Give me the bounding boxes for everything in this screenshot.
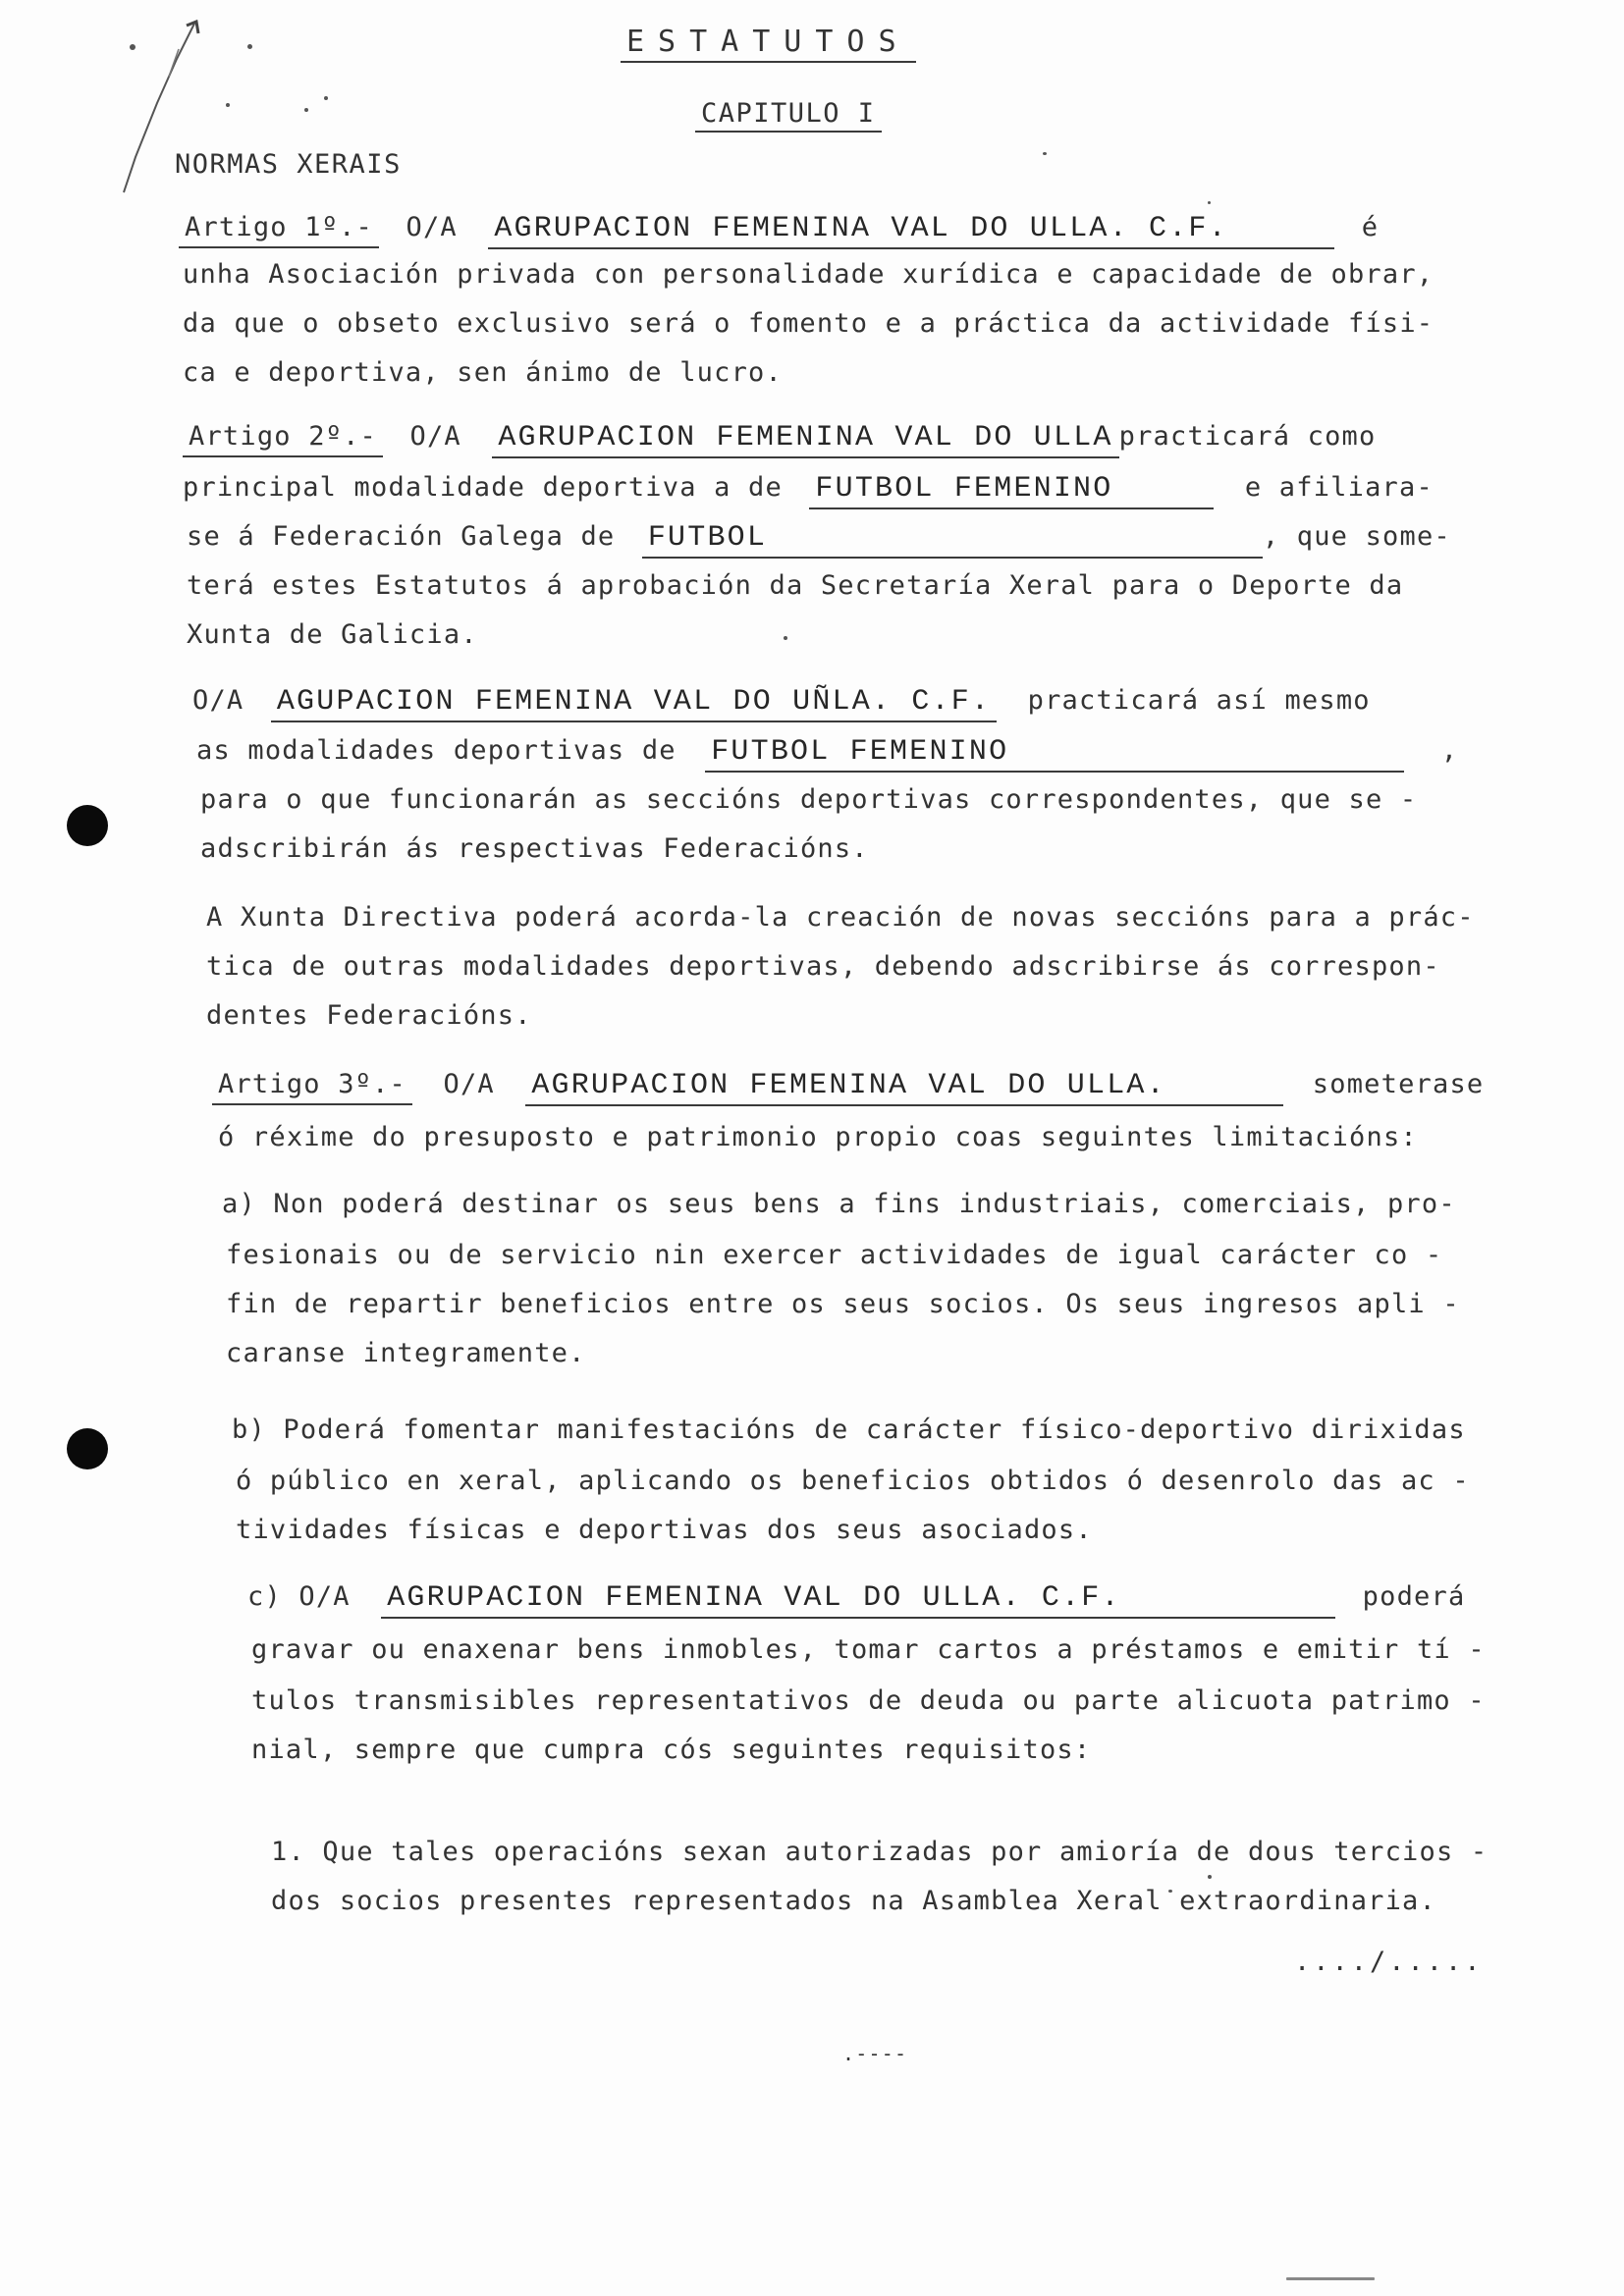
article1-line: unha Asociación privada con personalidade xurídica e capacidade de obrar, [183, 259, 1435, 290]
chapter-heading: CAPITULO I [695, 98, 882, 133]
scan-speck [1286, 2277, 1375, 2280]
article3-item-a-line: caranse integramente. [226, 1338, 586, 1368]
article3-label: Artigo 3º.- [212, 1068, 412, 1105]
article3-item-a-line: fesionais ou de servicio nin exercer actividades de igual carácter co - [226, 1240, 1443, 1270]
article2-label: Artigo 2º.- [183, 420, 383, 457]
scan-speck [1043, 152, 1047, 155]
article3-prefix: O/A [443, 1069, 495, 1099]
article2-line: terá estes Estatutos á aprobación da Secretaría Xeral para o Deporte da [187, 570, 1404, 601]
scan-speck [784, 636, 787, 640]
article2-federation: FUTBOL [642, 521, 1263, 559]
article2-modality: FUTBOL FEMENINO [809, 472, 1214, 509]
article2-para2-entity: AGUPACION FEMENINA VAL DO UÑLA. C.F. [271, 685, 997, 722]
article2-para2-line: adscribirán ás respectivas Federacións. [200, 833, 869, 864]
binder-hole-top [67, 805, 108, 846]
scan-speck [247, 44, 252, 49]
article3-item-1-line: dos socios presentes representados na Asamblea Xeral extraordinaria. [271, 1886, 1436, 1916]
article3-entity: AGRUPACION FEMENINA VAL DO ULLA. [525, 1069, 1283, 1106]
article3-item-c-heading: c) O/A AGRUPACION FEMENINA VAL DO ULLA. C.F. poderá [247, 1580, 1465, 1619]
article2-line: Xunta de Galicia. [187, 619, 478, 650]
article3-heading-line: Artigo 3º.- O/A AGRUPACION FEMENINA VAL DO ULLA. someterase [212, 1068, 1484, 1106]
article1-entity: AGRUPACION FEMENINA VAL DO ULLA. C.F. [488, 212, 1334, 249]
article3-item-b-line: tividades físicas e deportivas dos seus asociados. [236, 1515, 1093, 1545]
article3-item-1-line: 1. Que tales operacións sexan autorizadas por amioría de dous tercios - [271, 1837, 1489, 1867]
scan-speck [324, 96, 328, 100]
scan-speck [304, 108, 308, 112]
article2-prefix: O/A [409, 421, 461, 452]
footer-dash: .---- [842, 2042, 908, 2065]
article3-item-c-line: nial, sempre que cumpra cós seguintes requisitos: [251, 1735, 1092, 1765]
article2-para3-line: dentes Federacións. [206, 1000, 532, 1031]
article2-heading-line [183, 420, 1376, 458]
article3-item-c-line: gravar ou enaxenar bens inmobles, tomar cartos a préstamos e emitir tí - [251, 1634, 1486, 1665]
scan-speck [130, 44, 135, 50]
article1-prefix: O/A [406, 212, 458, 242]
article2-modality-line: principal modalidade deportiva a de FUTBOL FEMENINO e afiliara- [183, 471, 1434, 509]
article2-para3-line: A Xunta Directiva poderá acorda-la creación de novas seccións para a prác- [206, 902, 1475, 933]
article1-label: Artigo 1º.- [179, 211, 379, 248]
article3-item-a-line: a) Non poderá destinar os seus bens a fins industriais, comerciais, pro- [222, 1189, 1456, 1219]
article2-para3-line: tica de outras modalidades deportivas, debendo adscribirse ás correspon- [206, 951, 1440, 982]
scan-speck [1208, 1875, 1212, 1879]
article2-para2-heading: O/A AGUPACION FEMENINA VAL DO UÑLA. C.F. practicará así mesmo [192, 684, 1371, 722]
article1-heading-line [179, 211, 1379, 249]
article2-federation-line: se á Federación Galega de FUTBOL , que some- [187, 520, 1451, 559]
article3-item-b-line: b) Poderá fomentar manifestacións de carácter físico-deportivo dirixidas [232, 1415, 1466, 1445]
scan-speck [226, 103, 230, 107]
article3-line: ó réxime do presuposto e patrimonio propio coas seguintes limitacións: [218, 1122, 1418, 1152]
article2-para2-modality: FUTBOL FEMENINO [705, 735, 1404, 773]
article1-line: ca e deportiva, sen ánimo de lucro. [183, 357, 783, 388]
continuation-mark: ..../..... [1294, 1947, 1484, 1977]
article1-line: da que o obseto exclusivo será o fomento e a práctica da actividade físi- [183, 308, 1435, 339]
article2-entity: AGRUPACION FEMENINA VAL DO ULLA [492, 421, 1118, 458]
article3-item-c-line: tulos transmisibles representativos de deuda ou parte alicuota patrimo - [251, 1685, 1486, 1716]
article3-item-c-entity: AGRUPACION FEMENINA VAL DO ULLA. C.F. [381, 1581, 1335, 1619]
scan-speck [1208, 201, 1211, 204]
page-title: ESTATUTOS [621, 25, 916, 63]
binder-hole-bottom [67, 1428, 108, 1469]
section-heading: NORMAS XERAIS [175, 149, 402, 180]
article1-suffix: é [1361, 212, 1380, 242]
article2-after-entity: practicará como [1118, 421, 1377, 452]
article3-item-b-line: ó público en xeral, aplicando os beneficios obtidos ó desenrolo das ac - [236, 1466, 1470, 1496]
article2-para2-line: para o que funcionarán as seccións deportivas correspondentes, que se - [200, 784, 1418, 815]
article3-item-a-line: fin de repartir beneficios entre os seus socios. Os seus ingresos apli - [226, 1289, 1460, 1319]
article2-para2-modality-line: as modalidades deportivas de FUTBOL FEMENINO , [196, 734, 1458, 773]
